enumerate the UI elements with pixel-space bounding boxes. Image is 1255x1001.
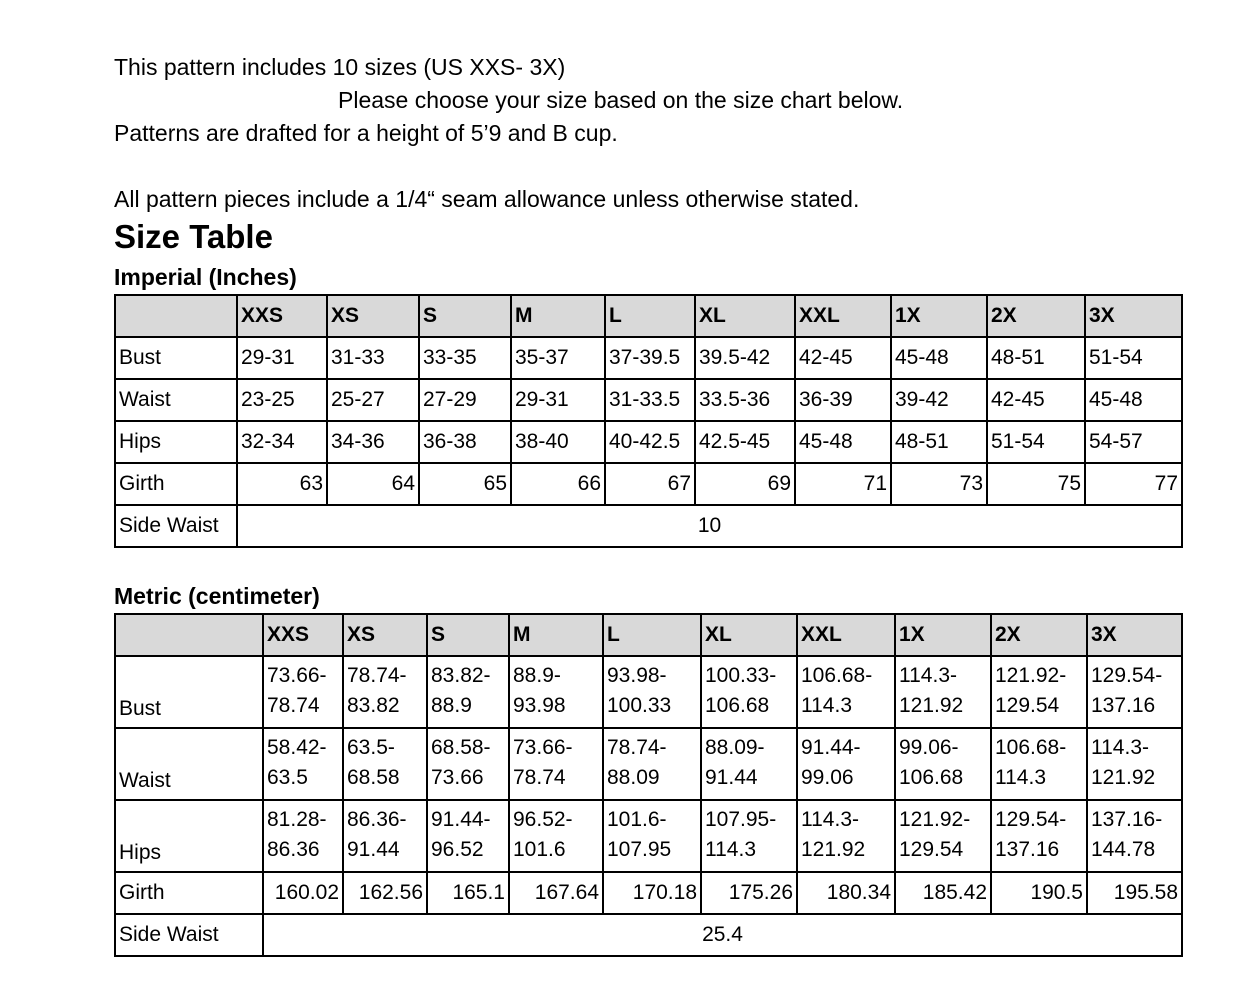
cell-hips-m: 38-40: [511, 421, 605, 463]
imperial-corner-cell: [115, 295, 237, 337]
cell-girth-xs: 162.56: [343, 872, 427, 914]
cell-girth-xxs: 160.02: [263, 872, 343, 914]
metric-row-girth: [115, 872, 1182, 914]
cell-bust-m: 88.9- 93.98: [509, 656, 603, 728]
imperial-row-side-waist: [115, 505, 1182, 547]
row-label: Waist: [115, 728, 263, 800]
cell-hips-s: 36-38: [419, 421, 511, 463]
metric-heading: Metric (centimeter): [114, 583, 320, 609]
cell-girth-3x: 195.58: [1087, 872, 1182, 914]
cell-waist-s: 27-29: [419, 379, 511, 421]
cell-waist-1x: 39-42: [891, 379, 987, 421]
cell-bust-l: 37-39.5: [605, 337, 695, 379]
cell-girth-m: 167.64: [509, 872, 603, 914]
size-header-xs: XS: [343, 614, 427, 656]
cell-hips-xl: 107.95- 114.3: [701, 800, 797, 872]
size-header-xs: XS: [327, 295, 419, 337]
cell-girth-xl: 175.26: [701, 872, 797, 914]
cell-bust-xs: 78.74- 83.82: [343, 656, 427, 728]
cell-girth-xxl: 71: [795, 463, 891, 505]
cell-bust-2x: 121.92- 129.54: [991, 656, 1087, 728]
imperial-row-girth: [115, 463, 1182, 505]
metric-row-bust: [115, 656, 1182, 728]
cell-bust-1x: 114.3- 121.92: [895, 656, 991, 728]
size-header-xxs: XXS: [263, 614, 343, 656]
size-header-xl: XL: [701, 614, 797, 656]
row-label: Girth: [115, 463, 237, 505]
metric-row-hips: [115, 800, 1182, 872]
cell-bust-xxl: 42-45: [795, 337, 891, 379]
row-label: Bust: [115, 337, 237, 379]
metric-corner-cell: [115, 614, 263, 656]
cell-girth-xs: 64: [327, 463, 419, 505]
intro-height-text: Patterns are drafted for a height of 5’9 and B cup.: [114, 120, 618, 146]
metric-size-table: [114, 613, 1183, 957]
row-label: Waist: [115, 379, 237, 421]
cell-waist-xs: 63.5- 68.58: [343, 728, 427, 800]
cell-waist-2x: 106.68- 114.3: [991, 728, 1087, 800]
imperial-row-hips: [115, 421, 1182, 463]
cell-bust-s: 83.82- 88.9: [427, 656, 509, 728]
size-header-3x: 3X: [1085, 295, 1182, 337]
cell-waist-xs: 25-27: [327, 379, 419, 421]
cell-girth-l: 170.18: [603, 872, 701, 914]
cell-bust-m: 35-37: [511, 337, 605, 379]
imperial-row-bust: [115, 337, 1182, 379]
cell-hips-2x: 51-54: [987, 421, 1085, 463]
cell-bust-xxs: 73.66- 78.74: [263, 656, 343, 728]
cell-hips-s: 91.44- 96.52: [427, 800, 509, 872]
size-header-2x: 2X: [987, 295, 1085, 337]
row-label: Side Waist: [115, 505, 237, 547]
size-header-l: L: [603, 614, 701, 656]
size-header-1x: 1X: [895, 614, 991, 656]
cell-bust-1x: 45-48: [891, 337, 987, 379]
metric-header-row: [115, 614, 1182, 656]
cell-girth-2x: 75: [987, 463, 1085, 505]
cell-hips-xs: 34-36: [327, 421, 419, 463]
cell-bust-l: 93.98- 100.33: [603, 656, 701, 728]
cell-hips-3x: 137.16- 144.78: [1087, 800, 1182, 872]
size-header-xxs: XXS: [237, 295, 327, 337]
side-waist-value: 25.4: [263, 914, 1182, 956]
cell-girth-m: 66: [511, 463, 605, 505]
size-header-s: S: [419, 295, 511, 337]
imperial-row-waist: [115, 379, 1182, 421]
intro-sizes-text: This pattern includes 10 sizes (US XXS- 3X): [114, 54, 566, 80]
size-header-xl: XL: [695, 295, 795, 337]
cell-girth-3x: 77: [1085, 463, 1182, 505]
side-waist-value: 10: [237, 505, 1182, 547]
cell-bust-xl: 39.5-42: [695, 337, 795, 379]
size-header-2x: 2X: [991, 614, 1087, 656]
metric-row-waist: [115, 728, 1182, 800]
row-label: Side Waist: [115, 914, 263, 956]
cell-girth-s: 65: [419, 463, 511, 505]
cell-bust-2x: 48-51: [987, 337, 1085, 379]
intro-choose-text: Please choose your size based on the size chart below.: [338, 87, 904, 113]
cell-girth-xl: 69: [695, 463, 795, 505]
cell-waist-xl: 88.09- 91.44: [701, 728, 797, 800]
cell-waist-m: 29-31: [511, 379, 605, 421]
metric-row-side-waist: [115, 914, 1182, 956]
cell-waist-xl: 33.5-36: [695, 379, 795, 421]
cell-waist-3x: 114.3- 121.92: [1087, 728, 1182, 800]
cell-bust-3x: 51-54: [1085, 337, 1182, 379]
cell-waist-l: 31-33.5: [605, 379, 695, 421]
cell-bust-xxs: 29-31: [237, 337, 327, 379]
cell-waist-3x: 45-48: [1085, 379, 1182, 421]
cell-waist-s: 68.58- 73.66: [427, 728, 509, 800]
cell-hips-2x: 129.54- 137.16: [991, 800, 1087, 872]
size-header-s: S: [427, 614, 509, 656]
cell-waist-xxs: 58.42- 63.5: [263, 728, 343, 800]
row-label: Bust: [115, 656, 263, 728]
cell-bust-xxl: 106.68- 114.3: [797, 656, 895, 728]
row-label: Girth: [115, 872, 263, 914]
cell-hips-l: 101.6- 107.95: [603, 800, 701, 872]
size-table-title: Size Table: [114, 218, 273, 255]
size-header-3x: 3X: [1087, 614, 1182, 656]
cell-waist-m: 73.66- 78.74: [509, 728, 603, 800]
cell-girth-1x: 185.42: [895, 872, 991, 914]
cell-girth-xxl: 180.34: [797, 872, 895, 914]
size-header-l: L: [605, 295, 695, 337]
cell-hips-xxs: 32-34: [237, 421, 327, 463]
cell-waist-l: 78.74- 88.09: [603, 728, 701, 800]
cell-girth-1x: 73: [891, 463, 987, 505]
cell-hips-1x: 121.92- 129.54: [895, 800, 991, 872]
cell-hips-m: 96.52- 101.6: [509, 800, 603, 872]
cell-hips-xxl: 45-48: [795, 421, 891, 463]
cell-bust-xs: 31-33: [327, 337, 419, 379]
cell-waist-xxl: 36-39: [795, 379, 891, 421]
cell-waist-1x: 99.06- 106.68: [895, 728, 991, 800]
size-header-1x: 1X: [891, 295, 987, 337]
imperial-size-table: [114, 294, 1183, 548]
cell-hips-xs: 86.36- 91.44: [343, 800, 427, 872]
cell-bust-xl: 100.33- 106.68: [701, 656, 797, 728]
cell-hips-xxs: 81.28- 86.36: [263, 800, 343, 872]
cell-hips-xl: 42.5-45: [695, 421, 795, 463]
intro-seam-text: All pattern pieces include a 1/4“ seam allowance unless otherwise stated.: [114, 186, 860, 212]
cell-waist-2x: 42-45: [987, 379, 1085, 421]
cell-hips-l: 40-42.5: [605, 421, 695, 463]
size-header-xxl: XXL: [795, 295, 891, 337]
cell-waist-xxl: 91.44- 99.06: [797, 728, 895, 800]
cell-hips-xxl: 114.3- 121.92: [797, 800, 895, 872]
size-header-xxl: XXL: [797, 614, 895, 656]
cell-girth-2x: 190.5: [991, 872, 1087, 914]
cell-bust-s: 33-35: [419, 337, 511, 379]
size-header-m: M: [509, 614, 603, 656]
cell-girth-xxs: 63: [237, 463, 327, 505]
cell-hips-3x: 54-57: [1085, 421, 1182, 463]
imperial-header-row: [115, 295, 1182, 337]
cell-waist-xxs: 23-25: [237, 379, 327, 421]
size-header-m: M: [511, 295, 605, 337]
row-label: Hips: [115, 800, 263, 872]
cell-girth-l: 67: [605, 463, 695, 505]
row-label: Hips: [115, 421, 237, 463]
cell-hips-1x: 48-51: [891, 421, 987, 463]
cell-girth-s: 165.1: [427, 872, 509, 914]
cell-bust-3x: 129.54- 137.16: [1087, 656, 1182, 728]
imperial-heading: Imperial (Inches): [114, 264, 297, 290]
